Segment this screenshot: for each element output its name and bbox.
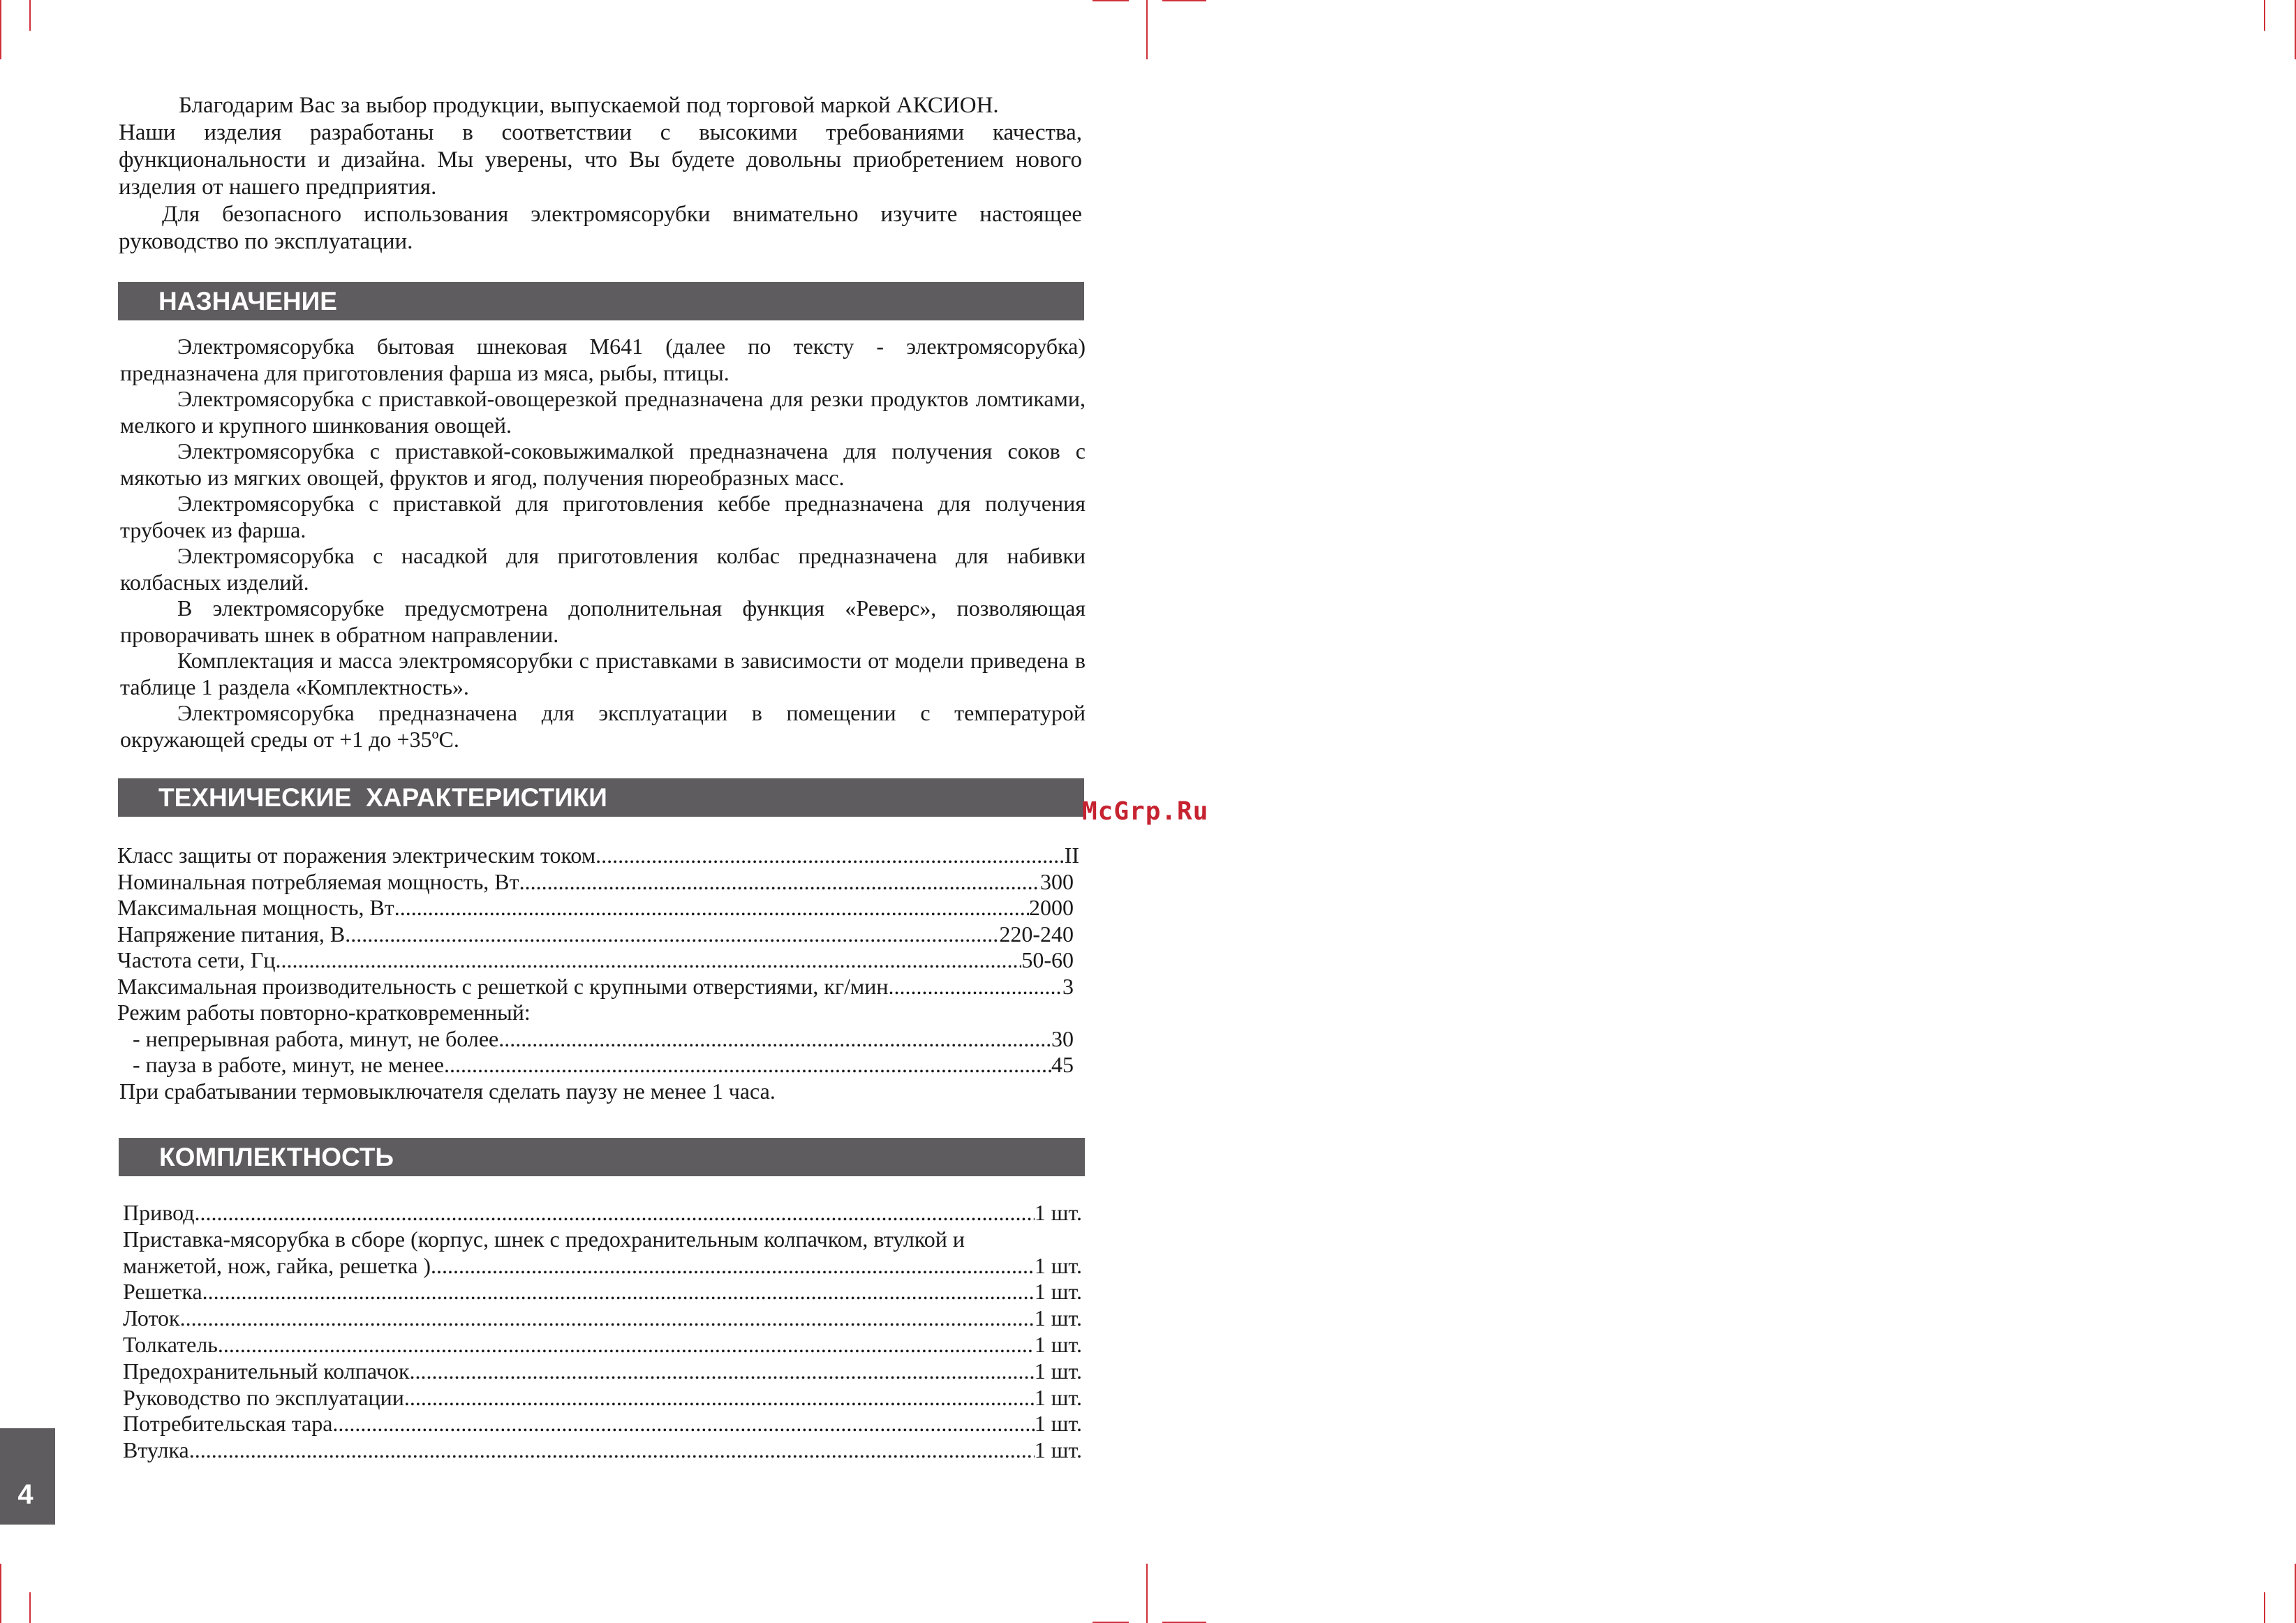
spec-value: 2000	[1029, 895, 1074, 920]
section-heading-specs: ТЕХНИЧЕСКИЕ ХАРАКТЕРИСТИКИ	[118, 778, 1084, 817]
kit-label: Предохранительный колпачок	[123, 1358, 410, 1384]
page-number	[0, 1428, 55, 1525]
kit-list	[123, 1200, 1082, 1464]
purpose-paragraph: Комплектация и масса электромясорубки с приставками в зависимости от модели приведена в таблице 1 раздела «Комплектность».	[120, 648, 1086, 699]
spec-label: - непрерывная работа, минут, не более	[133, 1025, 499, 1051]
purpose-paragraph: Электромясорубка с насадкой для приготовления колбас предназначена для набивки колбасных изделий.	[120, 543, 1086, 595]
spec-label: Частота сети, Гц	[117, 947, 276, 972]
spec-label: Напряжение питания, В	[117, 921, 346, 947]
spec-value: 30	[1051, 1025, 1074, 1051]
crop-mark	[1093, 0, 1129, 1]
spec-row	[117, 1052, 1074, 1079]
spec-row	[117, 869, 1074, 896]
crop-mark	[1146, 0, 1148, 59]
kit-value: 1 шт.	[1034, 1200, 1082, 1225]
kit-value: 1 шт.	[1034, 1331, 1082, 1357]
crop-mark	[29, 1592, 31, 1623]
spec-value: 50-60	[1021, 947, 1074, 972]
kit-row	[123, 1332, 1082, 1358]
intro-text	[119, 92, 1082, 255]
kit-value: 1 шт.	[1034, 1305, 1082, 1331]
crop-mark	[1146, 1564, 1148, 1623]
mode-heading: Режим работы повторно-кратковременный:	[117, 1000, 531, 1025]
purpose-paragraph: Электромясорубка с приставкой-овощерезкой предназначена для резки продуктов ломтиками, мелкого и крупного шинкования овощей.	[120, 386, 1086, 438]
kit-row	[123, 1279, 1082, 1305]
kit-label: Потребительская тара	[123, 1411, 333, 1437]
spec-row	[117, 895, 1074, 921]
kit-value: 1 шт.	[1034, 1279, 1082, 1305]
kit-row	[123, 1305, 1082, 1332]
kit-label: Привод	[123, 1200, 195, 1225]
kit-value: 1 шт.	[1034, 1358, 1082, 1384]
kit-value: 1 шт.	[1034, 1252, 1082, 1278]
kit-label: Втулка	[123, 1437, 189, 1463]
spec-label: Максимальная производительность с решеткой с крупными отверстиями, кг/мин	[117, 973, 889, 999]
purpose-paragraph: Электромясорубка предназначена для эксплуатации в помещении с температурой окружающей среды от +1 до +35ºС.	[120, 700, 1086, 752]
spec-value: II	[1064, 843, 1079, 868]
spec-row	[117, 1026, 1074, 1053]
kit-label: Решетка	[123, 1279, 202, 1305]
kit-value: 1 шт.	[1034, 1384, 1082, 1410]
kit-row	[123, 1437, 1082, 1464]
crop-mark	[0, 0, 1, 59]
intro-paragraph: Наши изделия разработаны в соответствии с высокими требованиями качества, функциональности и дизайна. Мы уверены, что Вы будете довольны приобретением нового изделия от нашего предприятия.	[119, 120, 1082, 200]
spec-row	[117, 947, 1074, 974]
purpose-text	[120, 334, 1086, 753]
spec-label: Номинальная потребляемая мощность, Вт	[117, 868, 519, 894]
spec-row	[117, 843, 1079, 869]
spec-label: - пауза в работе, минут, не менее	[133, 1052, 444, 1077]
spec-label: Класс защиты от поражения электрическим током	[117, 843, 596, 868]
spec-row	[117, 974, 1074, 1000]
thermal-note: При срабатывании термовыключателя сделать паузу не менее 1 часа.	[119, 1078, 776, 1104]
crop-mark	[1162, 0, 1206, 1]
crop-mark	[2264, 1592, 2265, 1623]
spec-row	[117, 921, 1074, 948]
kit-label: Лоток	[123, 1305, 180, 1331]
spec-value: 220-240	[999, 921, 1074, 947]
section-heading-purpose: НАЗНАЧЕНИЕ	[118, 282, 1084, 320]
kit-row	[123, 1385, 1082, 1411]
purpose-paragraph: Электромясорубка с приставкой-соковыжималкой предназначена для получения соков с мякотью из мягких овощей, фруктов и ягод, получения пюреобразных масс.	[120, 438, 1086, 490]
spec-label: Максимальная мощность, Вт	[117, 895, 394, 920]
section-heading-kit: КОМПЛЕКТНОСТЬ	[119, 1138, 1085, 1176]
kit-row	[123, 1411, 1082, 1437]
purpose-paragraph: Электромясорубка бытовая шнековая М641 (далее по тексту - электромясорубка) предназначена для приготовления фарша из мяса, рыбы, птицы.	[120, 334, 1086, 385]
kit-row: Приставка-мясорубка в сборе (корпус, шнек с предохранительным колпачком, втулкой и	[123, 1226, 965, 1252]
crop-mark	[29, 0, 31, 31]
kit-value: 1 шт.	[1034, 1437, 1082, 1463]
spec-value: 3	[1062, 973, 1074, 999]
spec-value: 45	[1051, 1052, 1074, 1077]
purpose-paragraph: Электромясорубка с приставкой для приготовления кеббе предназначена для получения трубочек из фарша.	[120, 491, 1086, 542]
crop-mark	[2264, 0, 2265, 31]
specs-list	[117, 843, 1079, 1104]
intro-paragraph: Благодарим Вас за выбор продукции, выпускаемой под торговой маркой АКСИОН.	[179, 93, 999, 118]
watermark: McGrp.Ru	[1082, 797, 1209, 826]
kit-value: 1 шт.	[1034, 1411, 1082, 1437]
purpose-paragraph: В электромясорубке предусмотрена дополнительная функция «Реверс», позволяющая проворачивать шнек в обратном направлении.	[120, 595, 1086, 647]
kit-label: Руководство по эксплуатации	[123, 1384, 404, 1410]
kit-label: манжетой, нож, гайка, решетка )	[123, 1252, 431, 1278]
kit-row	[123, 1253, 1082, 1280]
crop-mark	[0, 1564, 1, 1623]
spec-value: 300	[1040, 868, 1074, 894]
page-number-label: 4	[17, 1479, 34, 1510]
kit-label: Толкатель	[123, 1331, 218, 1357]
intro-paragraph: Для безопасного использования электромясорубки внимательно изучите настоящее руководство по эксплуатации.	[119, 202, 1082, 254]
kit-row	[123, 1358, 1082, 1385]
kit-row	[123, 1200, 1082, 1226]
